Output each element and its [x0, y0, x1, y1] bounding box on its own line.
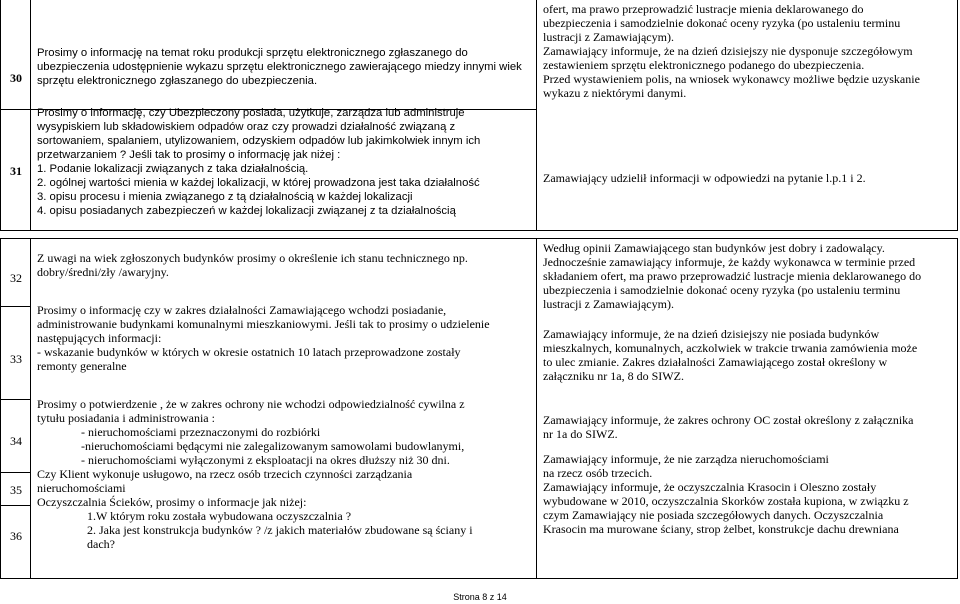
- a30-line: wykazu z niektórymi danymi.: [543, 86, 687, 100]
- a34-line: Zamawiający informuje, że zakres ochrony OC został określony z załącznika: [543, 413, 914, 427]
- a32-line: lustracji z Zamawiającym).: [543, 297, 674, 311]
- a30-line: zestawieniem sprzętu elektronicznego podanego do ubezpieczenia.: [543, 58, 865, 72]
- a31-text: Zamawiający udzielił informacji w odpowiedzi na pytanie l.p.1 i 2.: [543, 171, 866, 185]
- col-divider: [30, 239, 31, 578]
- page-footer: Strona 8 z 14: [453, 592, 507, 602]
- q31-line: 3. opisu procesu i mienia związanego z tą działalnością w każdej lokalizacji: [37, 191, 413, 203]
- answers-column: [543, 241, 955, 536]
- q33-line: administrowanie budynkami komunalnymi mieszkaniowymi. Jeśli tak to prosimy o udzielenie: [37, 317, 490, 331]
- a30-line: Przed wystawieniem polis, na wniosek wykonawcy możliwe będzie uzyskanie: [543, 72, 920, 86]
- row-number-32: 32: [10, 271, 22, 285]
- a32-line: Jednocześnie zamawiający informuje, że każdy wykonawca w terminie przed: [543, 255, 916, 269]
- q32-line: Z uwagi na wiek zgłoszonych budynków prosimy o określenie ich stanu technicznego np.: [37, 251, 468, 265]
- row-number-33: 33: [10, 352, 22, 366]
- a32-line: Według opinii Zamawiającego stan budynków jest dobry i zadowalący.: [543, 241, 885, 255]
- q31-line: sortowaniem, spalaniem, utylizowaniem, odzyskiem odpadów lub jakimkolwiek innym ich: [37, 135, 481, 147]
- q36-sub: 2. Jaka jest konstrukcja budynków ? /z jakich materiałów zbudowane są ściany i: [87, 523, 473, 537]
- a36-line: czym Zamawiający nie posiada szczegółowych danych. Oczyszczalnia: [543, 508, 884, 522]
- row-divider: [1, 399, 30, 400]
- a36-line: wybudowane w 2010, oczyszczalnia Skorków została kupiona, w związku z: [543, 494, 909, 508]
- q33-line: Prosimy o informację czy w zakres działalności Zamawiającego wchodzi posiadanie,: [37, 303, 447, 317]
- questions-column: [37, 251, 531, 551]
- row-number-35: 35: [10, 483, 22, 497]
- a32-line: ubezpieczenia i samodzielnie dokonać oceny ryzyka (po ustaleniu terminu: [543, 283, 901, 297]
- a36-line: Krasocin ma murowane ściany, strop żelbet, konstrukcje dachu drewniana: [543, 522, 899, 536]
- question-30: [37, 46, 531, 88]
- a30-line: ubezpieczenia i samodzielnie dokonać oceny ryzyka (po ustaleniu terminu: [543, 16, 901, 30]
- q34-line: tytułu posiadania i administrowania :: [37, 411, 215, 425]
- q31-line: wysypiskiem lub składowiskiem odpadów oraz czy prowadzi działalność związaną z: [37, 121, 456, 133]
- col-divider: [536, 0, 537, 230]
- row-number-36: 36: [10, 529, 22, 543]
- row-number-34: 34: [10, 434, 22, 448]
- q36-line: Oczyszczalnia Ścieków, prosimy o informacje jak niżej:: [37, 495, 307, 509]
- a33-line: mieszkalnych, komunalnych, aczkolwiek w trakcie trwania zamówienia może: [543, 341, 918, 355]
- row-number-30: 30: [10, 71, 22, 85]
- a35-line: na rzecz osób trzecich.: [543, 466, 653, 480]
- q31-line: przetwarzaniem ? Jeśli tak to prosimy o informację jak niżej :: [37, 149, 341, 161]
- q33-line: następujących informacji:: [37, 331, 162, 345]
- q34-line: Prosimy o potwierdzenie , że w zakres ochrony nie wchodzi odpowiedzialność cywilna z: [37, 397, 465, 411]
- a33-line: załączniku nr 1a, 8 do SIWZ.: [543, 369, 684, 383]
- table-bottom: [0, 238, 958, 579]
- question-30-text: Prosimy o informację na temat roku produkcji sprzętu elektronicznego zgłaszanego do ubezpieczenia udostępnienie wykazu sprzętu elektronicznego zawierającego miedzy innymi wiek sprzętu elektronicznego zgłaszanego do ubezpieczenia.: [37, 47, 522, 87]
- q34-sub: - nieruchomościami wyłączonymi z eksploatacji na okres dłuższy niż 30 dni.: [81, 453, 450, 467]
- q31-line: 2. ogólnej wartości mienia w każdej lokalizacji, w której prowadzona jest taka działalność: [37, 177, 480, 189]
- q35-line: nieruchomościami: [37, 481, 126, 495]
- q31-line: 4. opisu posiadanych zabezpieczeń w każdej lokalizacji związanej z ta działalnością: [37, 205, 456, 217]
- a30-line: ofert, ma prawo przeprowadzić lustracje mienia deklarowanego do: [543, 2, 864, 16]
- q33-line: - wskazanie budynków w których w okresie ostatnich 10 latach przeprowadzone zostały: [37, 345, 461, 359]
- answer-30: [543, 2, 955, 100]
- q34-sub: -nieruchomościami będącymi nie zalegalizowanym samowolami budowlanymi,: [81, 439, 465, 453]
- a30-line: lustracji z Zamawiającym).: [543, 30, 674, 44]
- col-divider: [30, 0, 31, 230]
- a36-line: Zamawiający informuje, że oczyszczalnia Krasocin i Oleszno zostały: [543, 480, 877, 494]
- q35-line: Czy Klient wykonuje usługowo, na rzecz osób trzecich czynności zarządzania: [37, 467, 413, 481]
- question-31: [37, 106, 531, 218]
- a34-line: nr 1a do SIWZ.: [543, 427, 618, 441]
- q36-sub: dach?: [87, 537, 115, 551]
- row-divider: [1, 505, 30, 506]
- q31-line: 1. Podanie lokalizacji związanych z taka działalnością.: [37, 163, 309, 175]
- q32-line: dobry/średni/zły /awaryjny.: [37, 265, 169, 279]
- q31-line: Prosimy o informację, czy Ubezpieczony posiada, użytkuje, zarządza lub administruje: [37, 107, 465, 119]
- q33-line: remonty generalne: [37, 359, 127, 373]
- answer-31: [543, 171, 955, 185]
- col-divider: [536, 239, 537, 578]
- q36-sub: 1.W którym roku została wybudowana oczyszczalnia ?: [87, 509, 352, 523]
- a35-line: Zamawiający informuje, że nie zarządza nieruchomościami: [543, 452, 829, 466]
- row-number-31: 31: [10, 164, 22, 178]
- table-top: [0, 0, 958, 231]
- row-divider: [1, 472, 30, 473]
- row-divider: [1, 306, 30, 307]
- q34-sub: - nieruchomościami przeznaczonymi do rozbiórki: [81, 425, 321, 439]
- a32-line: składaniem ofert, ma prawo przeprowadzić lustracje mienia deklarowanego do: [543, 269, 922, 283]
- a30-line: Zamawiający informuje, że na dzień dzisiejszy nie dysponuje szczegółowym: [543, 44, 913, 58]
- a33-line: Zamawiający informuje, że na dzień dzisiejszy nie posiada budynków: [543, 327, 880, 341]
- a33-line: to ulec zmianie. Zakres działalności Zamawiającego został określony w: [543, 355, 888, 369]
